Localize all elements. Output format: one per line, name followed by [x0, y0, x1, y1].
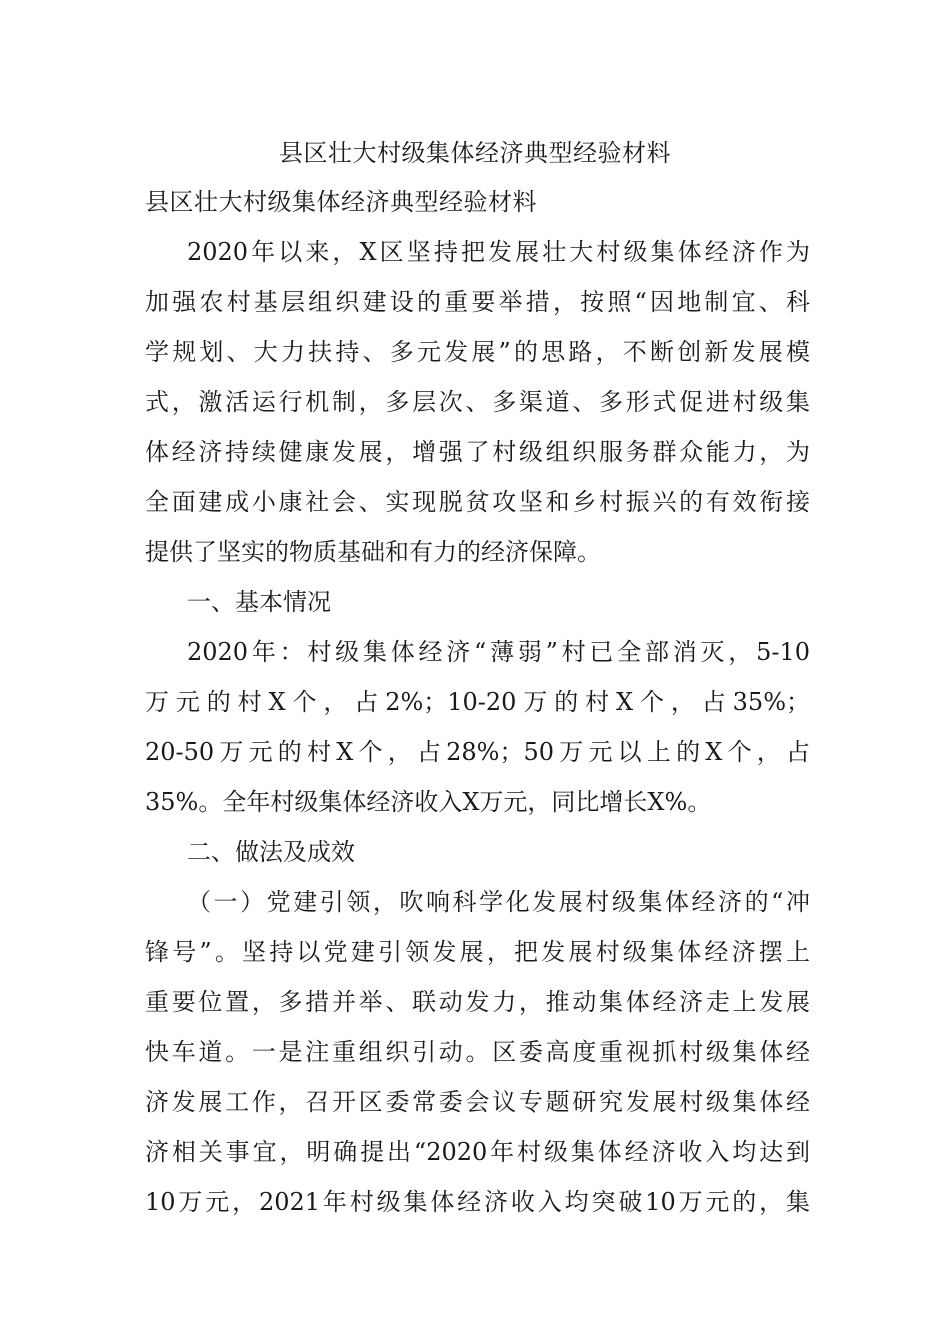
paragraph-line: 35%。全年村级集体经济收入X万元，同比增长X%。: [145, 788, 712, 816]
paragraph-line: 济相关事宜，明确提出“2020年村级集体经济收入均达到: [145, 1138, 810, 1166]
paragraph-line: 体经济持续健康发展，增强了村级组织服务群众能力，为: [145, 438, 810, 466]
paragraph-line: （一）党建引领，吹响科学化发展村级集体经济的“冲: [187, 888, 810, 916]
paragraph-line: 10万元，2021年村级集体经济收入均突破10万元的，集: [145, 1188, 810, 1216]
paragraph-line: 提供了坚实的物质基础和有力的经济保障。: [145, 538, 601, 566]
section-heading: 二、做法及成效: [187, 838, 355, 866]
paragraph-line: 20-50万元的村X个，占28%；50万元以上的X个，占: [145, 738, 810, 766]
document-subtitle: 县区壮大村级集体经济典型经验材料: [145, 188, 537, 216]
document-title: 县区壮大村级集体经济典型经验材料: [279, 139, 671, 167]
paragraph-line: 2020年：村级集体经济“薄弱”村已全部消灭，5-10: [187, 638, 810, 666]
paragraph-line: 锋号”。坚持以党建引领发展，把发展村级集体经济摆上: [145, 938, 810, 966]
section-heading: 一、基本情况: [187, 588, 331, 616]
paragraph-line: 重要位置，多措并举、联动发力，推动集体经济走上发展: [145, 988, 810, 1016]
paragraph-line: 2020年以来，X区坚持把发展壮大村级集体经济作为: [187, 238, 810, 266]
paragraph-line: 学规划、大力扶持、多元发展”的思路，不断创新发展模: [145, 338, 810, 366]
paragraph-line: 万元的村X个，占2%；10-20万的村X个，占35%；: [145, 688, 810, 716]
paragraph-line: 全面建成小康社会、实现脱贫攻坚和乡村振兴的有效衔接: [145, 488, 810, 516]
paragraph-line: 式，激活运行机制，多层次、多渠道、多形式促进村级集: [145, 388, 810, 416]
paragraph-line: 济发展工作，召开区委常委会议专题研究发展村级集体经: [145, 1088, 810, 1116]
paragraph-line: 加强农村基层组织建设的重要举措，按照“因地制宜、科: [145, 288, 810, 316]
paragraph-line: 快车道。一是注重组织引动。区委高度重视抓村级集体经: [145, 1038, 810, 1066]
